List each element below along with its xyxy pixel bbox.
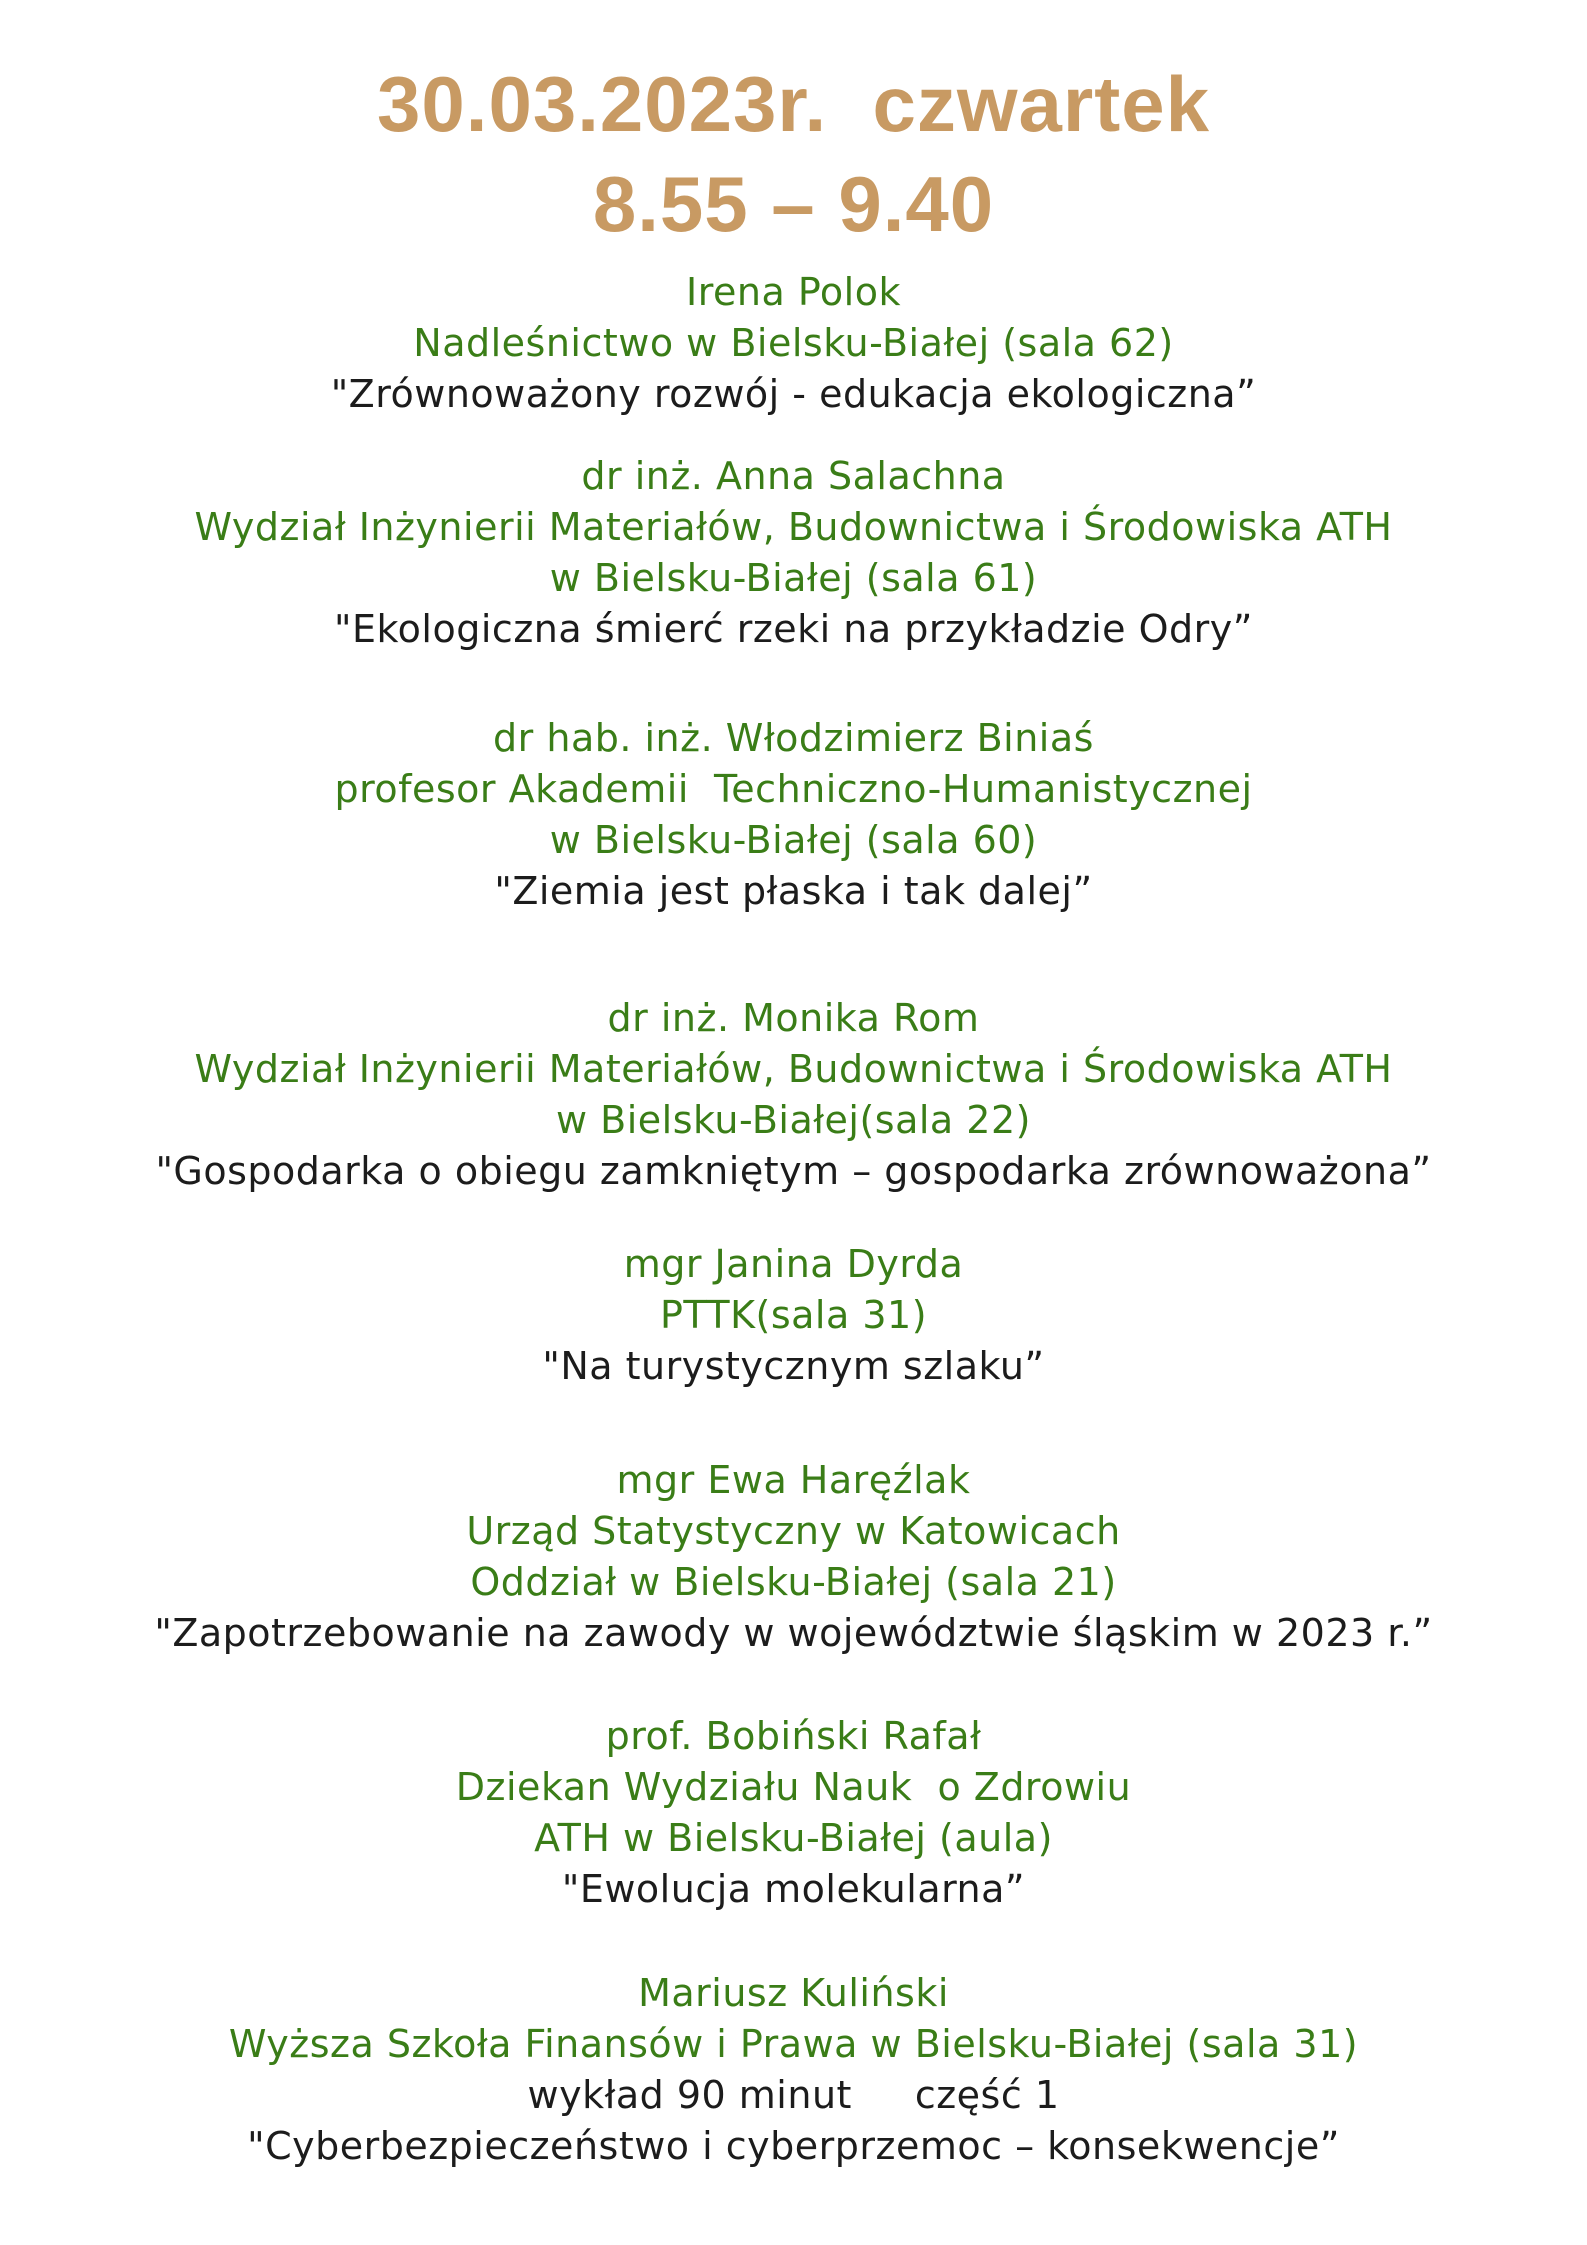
lecture-title: "Ewolucja molekularna” — [561, 1867, 1026, 1911]
speaker-affiliation: Urząd Statystyczny w Katowicach — [466, 1509, 1121, 1553]
speaker-affiliation: Wyższa Szkoła Finansów i Prawa w Bielsku-Białej (sala 31) — [228, 2022, 1359, 2066]
speaker-affiliation: w Bielsku-Białej (sala 61) — [549, 556, 1038, 600]
speaker-affiliation: Wydział Inżynierii Materiałów, Budownictwa i Środowiska ATH — [194, 1047, 1393, 1091]
lecture-title: "Ekologiczna śmierć rzeki na przykładzie Odry” — [334, 607, 1253, 651]
lecture-entry — [0, 993, 1587, 1197]
lecture-title: "Gospodarka o obiegu zamkniętym – gospodarka zrównoważona” — [155, 1149, 1432, 1193]
speaker-affiliation: profesor Akademii Techniczno-Humanistycznej — [334, 767, 1253, 811]
speaker-name: dr inż. Monika Rom — [607, 996, 980, 1040]
lecture-title: "Cyberbezpieczeństwo i cyberprzemoc – konsekwencje” — [247, 2124, 1340, 2168]
speaker-affiliation: Oddział w Bielsku-Białej (sala 21) — [470, 1560, 1117, 1604]
speaker-name: dr hab. inż. Włodzimierz Biniaś — [493, 716, 1094, 760]
lecture-title: "Zrównoważony rozwój - edukacja ekologiczna” — [330, 372, 1257, 416]
speaker-affiliation: Dziekan Wydziału Nauk o Zdrowiu — [455, 1765, 1132, 1809]
speaker-name: mgr Janina Dyrda — [623, 1242, 964, 1286]
lecture-title: "Ziemia jest płaska i tak dalej” — [494, 869, 1093, 913]
lecture-entry — [0, 1239, 1587, 1392]
lecture-entry — [0, 1455, 1587, 1659]
speaker-affiliation: w Bielsku-Białej (sala 60) — [549, 818, 1038, 862]
date-heading: 30.03.2023r. czwartek — [377, 60, 1210, 148]
speaker-name: Irena Polok — [686, 270, 901, 314]
lecture-title: "Na turystycznym szlaku” — [542, 1344, 1045, 1388]
lecture-entry — [0, 267, 1587, 420]
lecture-entry — [0, 451, 1587, 655]
lecture-title: "Zapotrzebowanie na zawody w województwie śląskim w 2023 r.” — [154, 1611, 1433, 1655]
lecture-entry — [0, 1711, 1587, 1915]
speaker-affiliation: PTTK(sala 31) — [659, 1293, 928, 1337]
lecture-entry — [0, 713, 1587, 917]
time-heading: 8.55 – 9.40 — [592, 160, 995, 248]
speaker-affiliation: ATH w Bielsku-Białej (aula) — [534, 1816, 1053, 1860]
speaker-name: mgr Ewa Haręźlak — [616, 1458, 971, 1502]
speaker-name: prof. Bobiński Rafał — [605, 1714, 982, 1758]
speaker-affiliation: Wydział Inżynierii Materiałów, Budownictwa i Środowiska ATH — [194, 505, 1393, 549]
lecture-duration: wykład 90 minut część 1 — [527, 2073, 1060, 2117]
speaker-name: Mariusz Kuliński — [638, 1971, 949, 2015]
lecture-entry — [0, 1968, 1587, 2172]
speaker-affiliation: w Bielsku-Białej(sala 22) — [556, 1098, 1031, 1142]
speaker-affiliation: Nadleśnictwo w Bielsku-Białej (sala 62) — [413, 321, 1174, 365]
speaker-name: dr inż. Anna Salachna — [581, 454, 1006, 498]
